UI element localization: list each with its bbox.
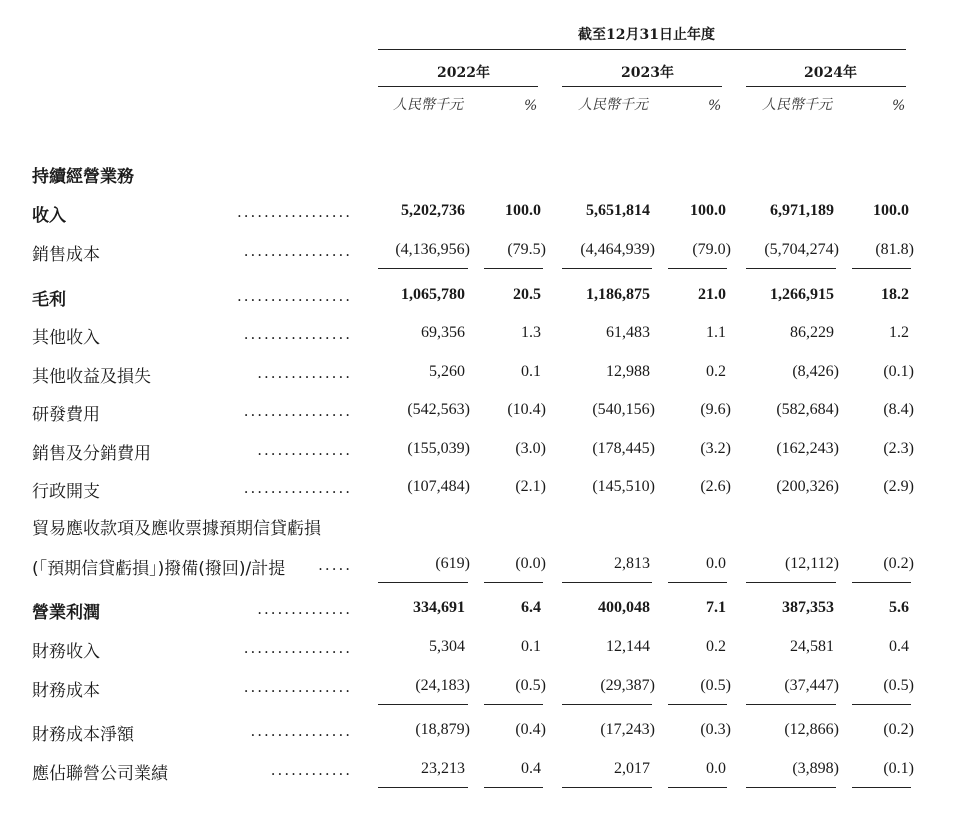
total-rule xyxy=(562,268,652,269)
cell-value: 334,691 xyxy=(413,599,465,616)
unit-percent-2022: % xyxy=(524,98,538,114)
cell-value: 12,144 xyxy=(606,638,650,655)
cell-value: (0.3) xyxy=(700,721,731,738)
leader-dots: .............. xyxy=(257,600,352,618)
total-rule xyxy=(746,704,836,705)
cell-value: (81.8) xyxy=(875,241,914,258)
cell-value: 5.6 xyxy=(889,599,909,616)
cell-value: 61,483 xyxy=(606,324,650,341)
cell-value: 5,260 xyxy=(429,363,465,380)
year-header-2024: 2024年 xyxy=(804,65,857,81)
cell-value: (0.1) xyxy=(883,760,914,777)
cell-value: 400,048 xyxy=(598,599,650,616)
row-label: (「預期信貸虧損」)撥備(撥回)/計提 xyxy=(32,559,286,579)
cell-value: 6.4 xyxy=(521,599,541,616)
total-rule xyxy=(746,787,836,788)
cell-value: (8,426) xyxy=(792,363,839,380)
row-label: 其他收益及損失 xyxy=(32,367,151,387)
cell-value: (0.2) xyxy=(883,555,914,572)
period-header: 截至12月31日止年度 xyxy=(578,27,715,43)
cell-value: (9.6) xyxy=(700,401,731,418)
unit-percent-2023: % xyxy=(708,98,722,114)
cell-value: (0.0) xyxy=(515,555,546,572)
total-rule xyxy=(746,268,836,269)
row-label: 財務成本 xyxy=(32,681,100,701)
section-title: 持續經營業務 xyxy=(32,167,134,187)
row-label: 其他收入 xyxy=(32,328,100,348)
total-rule xyxy=(484,704,543,705)
row-label: 應佔聯營公司業績 xyxy=(32,764,168,784)
cell-value: 18.2 xyxy=(881,286,909,303)
cell-value: 7.1 xyxy=(706,599,726,616)
cell-value: 0.2 xyxy=(706,638,726,655)
total-rule xyxy=(562,582,652,583)
cell-value: (0.5) xyxy=(700,677,731,694)
cell-value: 2,813 xyxy=(614,555,650,572)
cell-value: (0.4) xyxy=(515,721,546,738)
row-label: 銷售及分銷費用 xyxy=(32,444,151,464)
cell-value: (162,243) xyxy=(776,440,839,457)
total-rule xyxy=(484,787,543,788)
cell-value: 100.0 xyxy=(505,202,541,219)
cell-value: 0.4 xyxy=(521,760,541,777)
cell-value: (4,464,939) xyxy=(580,241,655,258)
cell-value: 100.0 xyxy=(690,202,726,219)
cell-value: 1,065,780 xyxy=(401,286,465,303)
row-label: 財務收入 xyxy=(32,642,100,662)
cell-value: (3.0) xyxy=(515,440,546,457)
year-header-2022: 2022年 xyxy=(437,65,490,81)
year-header-2023: 2023年 xyxy=(621,65,674,81)
row-label: 研發費用 xyxy=(32,405,100,425)
row-label: 財務成本淨額 xyxy=(32,725,134,745)
total-rule xyxy=(746,582,836,583)
leader-dots: ................ xyxy=(243,678,352,696)
cell-value: (0.1) xyxy=(883,363,914,380)
cell-value: 1,266,915 xyxy=(770,286,834,303)
leader-dots: .............. xyxy=(257,364,352,382)
leader-dots: ................ xyxy=(243,242,352,260)
cell-value: (178,445) xyxy=(592,440,655,457)
cell-value: (0.5) xyxy=(515,677,546,694)
total-rule xyxy=(852,268,911,269)
cell-value: (12,112) xyxy=(784,555,839,572)
cell-value: (2.1) xyxy=(515,478,546,495)
cell-value: (79.5) xyxy=(507,241,546,258)
cell-value: (79.0) xyxy=(692,241,731,258)
cell-value: 1,186,875 xyxy=(586,286,650,303)
leader-dots: ................ xyxy=(243,479,352,497)
cell-value: 0.4 xyxy=(889,638,909,655)
total-rule xyxy=(852,787,911,788)
year-rule-2022 xyxy=(378,86,538,87)
cell-value: (2.6) xyxy=(700,478,731,495)
leader-dots: ................ xyxy=(243,325,352,343)
year-rule-2023 xyxy=(562,86,722,87)
unit-percent-2024: % xyxy=(892,98,906,114)
cell-value: (200,326) xyxy=(776,478,839,495)
header-rule xyxy=(378,49,906,50)
total-rule xyxy=(378,582,468,583)
cell-value: (2.3) xyxy=(883,440,914,457)
row-label: 毛利 xyxy=(32,290,66,310)
cell-value: (145,510) xyxy=(592,478,655,495)
cell-value: 1.2 xyxy=(889,324,909,341)
row-label: 收入 xyxy=(32,206,66,226)
cell-value: 6,971,189 xyxy=(770,202,834,219)
row-label: 行政開支 xyxy=(32,482,100,502)
cell-value: (17,243) xyxy=(600,721,655,738)
cell-value: (29,387) xyxy=(600,677,655,694)
cell-value: 23,213 xyxy=(421,760,465,777)
row-label: 營業利潤 xyxy=(32,603,100,623)
leader-dots: ................ xyxy=(243,402,352,420)
cell-value: 21.0 xyxy=(698,286,726,303)
row-label: 銷售成本 xyxy=(32,245,100,265)
cell-value: 0.1 xyxy=(521,363,541,380)
leader-dots: ................ xyxy=(243,639,352,657)
cell-value: 2,017 xyxy=(614,760,650,777)
unit-amount-2024: 人民幣千元 xyxy=(762,97,832,113)
cell-value: (8.4) xyxy=(883,401,914,418)
unit-amount-2022: 人民幣千元 xyxy=(393,97,463,113)
cell-value: (3.2) xyxy=(700,440,731,457)
cell-value: 20.5 xyxy=(513,286,541,303)
cell-value: 86,229 xyxy=(790,324,834,341)
year-rule-2024 xyxy=(746,86,906,87)
cell-value: (0.2) xyxy=(883,721,914,738)
cell-value: (24,183) xyxy=(415,677,470,694)
cell-value: (3,898) xyxy=(792,760,839,777)
leader-dots: ............... xyxy=(250,722,352,740)
cell-value: 0.0 xyxy=(706,555,726,572)
cell-value: 69,356 xyxy=(421,324,465,341)
cell-value: 387,353 xyxy=(782,599,834,616)
cell-value: 12,988 xyxy=(606,363,650,380)
cell-value: 0.0 xyxy=(706,760,726,777)
cell-value: 1.1 xyxy=(706,324,726,341)
cell-value: (107,484) xyxy=(407,478,470,495)
cell-value: (10.4) xyxy=(507,401,546,418)
cell-value: (540,156) xyxy=(592,401,655,418)
total-rule xyxy=(484,582,543,583)
cell-value: 24,581 xyxy=(790,638,834,655)
cell-value: (542,563) xyxy=(407,401,470,418)
row-label: 貿易應收款項及應收票據預期信貸虧損 xyxy=(32,519,321,539)
leader-dots: ................. xyxy=(236,203,352,221)
cell-value: (18,879) xyxy=(415,721,470,738)
leader-dots: ..... xyxy=(318,556,352,574)
leader-dots: .............. xyxy=(257,441,352,459)
total-rule xyxy=(852,704,911,705)
cell-value: 100.0 xyxy=(873,202,909,219)
total-rule xyxy=(668,582,727,583)
cell-value: (4,136,956) xyxy=(395,241,470,258)
total-rule xyxy=(378,704,468,705)
cell-value: (582,684) xyxy=(776,401,839,418)
unit-amount-2023: 人民幣千元 xyxy=(578,97,648,113)
total-rule xyxy=(668,704,727,705)
cell-value: 5,202,736 xyxy=(401,202,465,219)
total-rule xyxy=(668,268,727,269)
cell-value: 0.2 xyxy=(706,363,726,380)
total-rule xyxy=(484,268,543,269)
cell-value: (37,447) xyxy=(784,677,839,694)
cell-value: 1.3 xyxy=(521,324,541,341)
cell-value: (5,704,274) xyxy=(764,241,839,258)
cell-value: (0.5) xyxy=(883,677,914,694)
total-rule xyxy=(562,704,652,705)
cell-value: (155,039) xyxy=(407,440,470,457)
total-rule xyxy=(852,582,911,583)
total-rule xyxy=(562,787,652,788)
leader-dots: ............ xyxy=(270,761,352,779)
cell-value: 5,651,814 xyxy=(586,202,650,219)
cell-value: 0.1 xyxy=(521,638,541,655)
total-rule xyxy=(668,787,727,788)
cell-value: (2.9) xyxy=(883,478,914,495)
cell-value: 5,304 xyxy=(429,638,465,655)
cell-value: (619) xyxy=(435,555,470,572)
cell-value: (12,866) xyxy=(784,721,839,738)
leader-dots: ................. xyxy=(236,287,352,305)
total-rule xyxy=(378,787,468,788)
total-rule xyxy=(378,268,468,269)
